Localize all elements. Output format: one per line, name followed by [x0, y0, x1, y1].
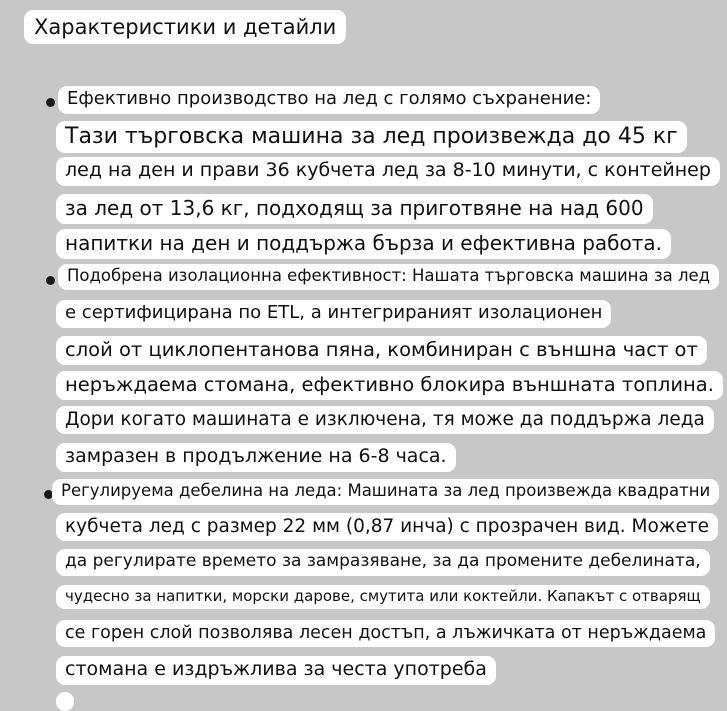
bullet-3-line-3: да регулирате времето за замразяване, за да промените дебелината, [56, 549, 710, 576]
bullet-1-line-5: напитки на ден и поддържа бърза и ефективна работа. [56, 229, 671, 259]
bullet-2-line-5: Дори когато машината е изключена, тя може да поддържа леда [56, 406, 714, 434]
bullet-1-line-2: Тази търговска машина за лед произвежда до 45 кг [56, 121, 687, 153]
bullet-2-line-6: замразен в продължение на 6-8 часа. [56, 443, 456, 472]
bullet-3-line-4: чудесно за напитки, морски дарове, смутита или коктейли. Капакът с отварящ [56, 585, 710, 609]
bullet-dot [46, 98, 55, 107]
bullet-1-line-1: Ефективно производство на лед с голямо съхранение: [58, 86, 600, 114]
section-title: Характеристики и детайли [24, 10, 346, 44]
bullet-1-line-4: за лед от 13,6 кг, подходящ за приготвяне на над 600 [56, 194, 653, 224]
cut-off-line-highlight [56, 692, 74, 711]
bullet-2-line-1: Подобрена изолационна ефективност: Нашата търговска машина за лед [58, 264, 719, 290]
bullet-1-line-3: лед на ден и прави 36 кубчета лед за 8-10 минути, с контейнер [56, 157, 720, 186]
bullet-2-line-3: слой от циклопентанова пяна, комбиниран с външна част от [56, 336, 707, 365]
bullet-3-line-1: Регулируема дебелина на леда: Машината за лед произвежда квадратни [52, 479, 719, 505]
bullet-3-line-5: се горен слой позволява лесен достъп, а лъжичката от неръждаема [56, 620, 715, 647]
bullet-3-line-2: кубчета лед с размер 22 мм (0,87 инча) с прозрачен вид. Можете [56, 513, 718, 541]
bullet-2-line-4: неръждаема стомана, ефективно блокира външната топлина. [56, 371, 723, 400]
bullet-3-line-6: стомана е издръжлива за честа употреба [56, 656, 496, 685]
bullet-dot [46, 276, 55, 285]
bullet-2-line-2: е сертифицирана по ETL, а интегрираният изолационен [56, 300, 611, 328]
